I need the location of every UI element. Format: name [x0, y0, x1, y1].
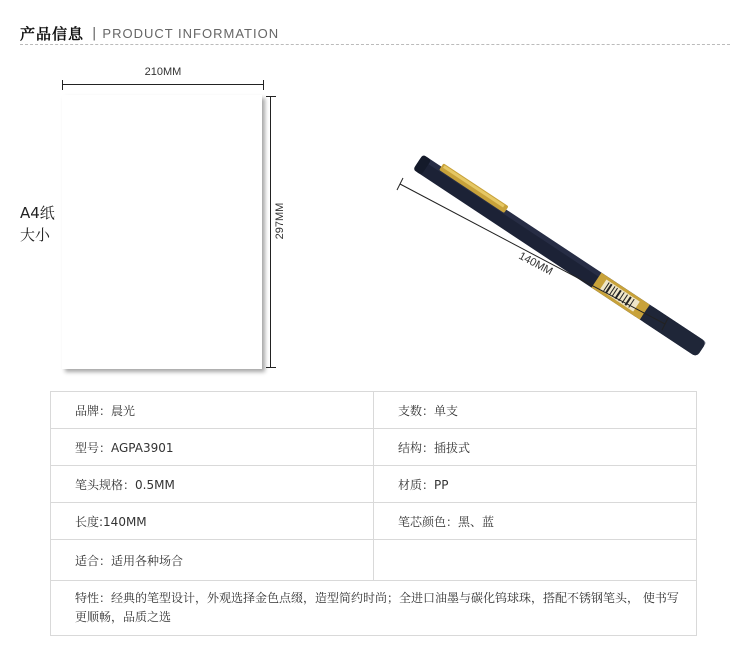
title-separator: | [92, 25, 97, 41]
section-title-cn: 产品信息 [20, 24, 85, 43]
paper-size-label [20, 202, 55, 246]
table-row [51, 466, 697, 503]
spec-table [50, 391, 697, 636]
spec-model: 型号：AGPA3901 [51, 429, 374, 466]
spec-brand: 品牌：晨光 [51, 392, 374, 429]
spec-usage: 适合：适用各种场合 [51, 540, 374, 581]
section-title-en: PRODUCT INFORMATION [102, 25, 280, 41]
paper-width-dimension [62, 80, 264, 90]
spec-tip-size: 笔头规格：0.5MM [51, 466, 374, 503]
table-row [51, 581, 697, 636]
paper-height-label: 297MM [274, 202, 286, 240]
pen-image [380, 140, 710, 340]
paper-label-line1: A4纸 [20, 204, 55, 222]
spec-empty-cell [374, 540, 697, 581]
spec-feature: 特性：经典的笔型设计，外观选择金色点缀，造型简约时尚；全进口油墨与碳化钨球珠，搭配不锈钢笔头， 使书写更顺畅，品质之选 [51, 581, 697, 636]
spec-material: 材质：PP [374, 466, 697, 503]
pen-length-label: 140MM [516, 250, 555, 278]
spec-count: 支数：单支 [374, 392, 697, 429]
paper-label-line2: 大小 [20, 226, 51, 244]
spec-structure: 结构：插拔式 [374, 429, 697, 466]
table-row [51, 503, 697, 540]
header-divider [20, 44, 730, 45]
paper-width-label: 210MM [144, 66, 182, 78]
spec-ink-color: 笔芯颜色：黑、蓝 [374, 503, 697, 540]
table-row [51, 392, 697, 429]
table-row [51, 429, 697, 466]
a4-paper-illustration [62, 95, 262, 369]
table-row [51, 540, 697, 581]
section-header [20, 22, 279, 44]
spec-length: 长度:140MM [51, 503, 374, 540]
